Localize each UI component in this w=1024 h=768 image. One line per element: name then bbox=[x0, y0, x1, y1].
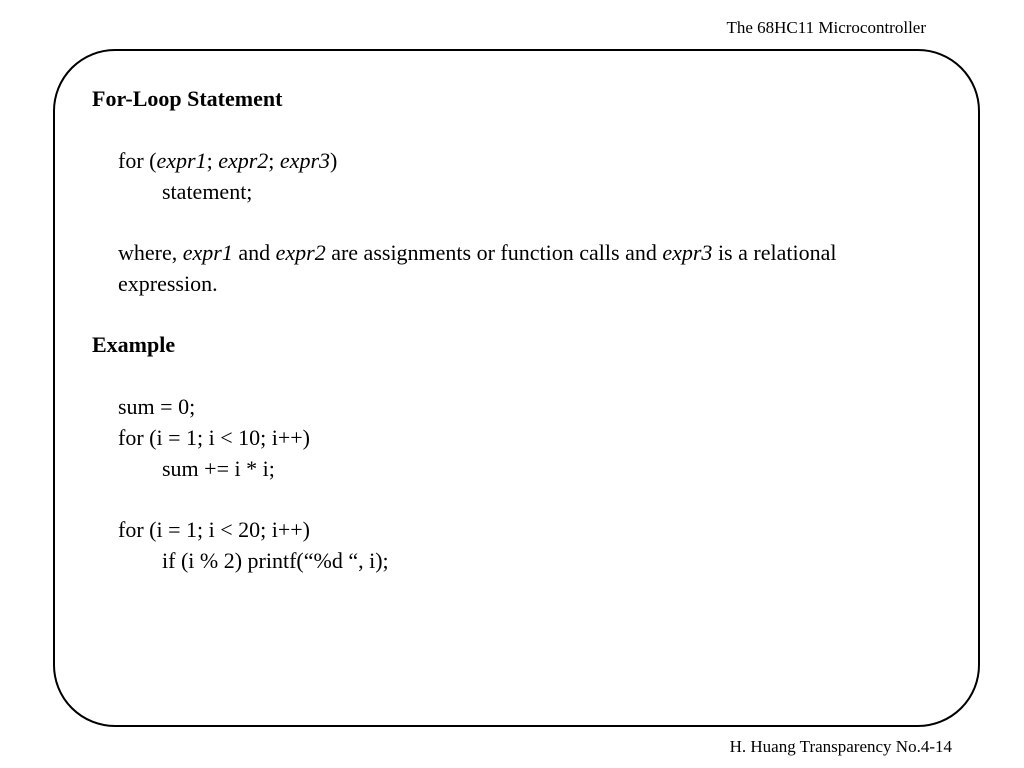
for-syntax-line bbox=[118, 148, 337, 174]
where-expr2: expr2 bbox=[275, 240, 326, 265]
where-text-2: and bbox=[232, 240, 276, 265]
header-title: The 68HC11 Microcontroller bbox=[726, 18, 926, 37]
code-line-5: if (i % 2) printf(“%d “, i); bbox=[162, 548, 389, 573]
where-expr1: expr1 bbox=[182, 240, 233, 265]
syntax-close: ) bbox=[330, 148, 338, 173]
syntax-expr1: expr1 bbox=[156, 148, 207, 173]
code-line-4: for (i = 1; i < 20; i++) bbox=[118, 517, 310, 542]
where-explanation-line1 bbox=[118, 240, 836, 266]
syntax-sep1: ; bbox=[206, 148, 219, 173]
section-heading-for-loop: For-Loop Statement bbox=[92, 86, 283, 111]
syntax-expr2: expr2 bbox=[218, 148, 269, 173]
footer-text: H. Huang Transparency No.4-14 bbox=[729, 737, 952, 756]
syntax-expr3: expr3 bbox=[279, 148, 331, 173]
code-line-3: sum += i * i; bbox=[162, 456, 275, 481]
where-text-1: where, bbox=[118, 240, 183, 265]
code-line-2: for (i = 1; i < 10; i++) bbox=[118, 425, 310, 450]
where-text-3: are assignments or function calls and bbox=[325, 240, 663, 265]
section-heading-example: Example bbox=[92, 332, 176, 357]
where-text-4: is a relational bbox=[712, 240, 837, 265]
code-line-1: sum = 0; bbox=[118, 394, 196, 419]
syntax-sep2: ; bbox=[268, 148, 280, 173]
where-explanation-line2: expression. bbox=[118, 271, 218, 296]
syntax-open: for ( bbox=[118, 148, 157, 173]
syntax-statement: statement; bbox=[162, 179, 253, 204]
where-expr3: expr3 bbox=[662, 240, 713, 265]
